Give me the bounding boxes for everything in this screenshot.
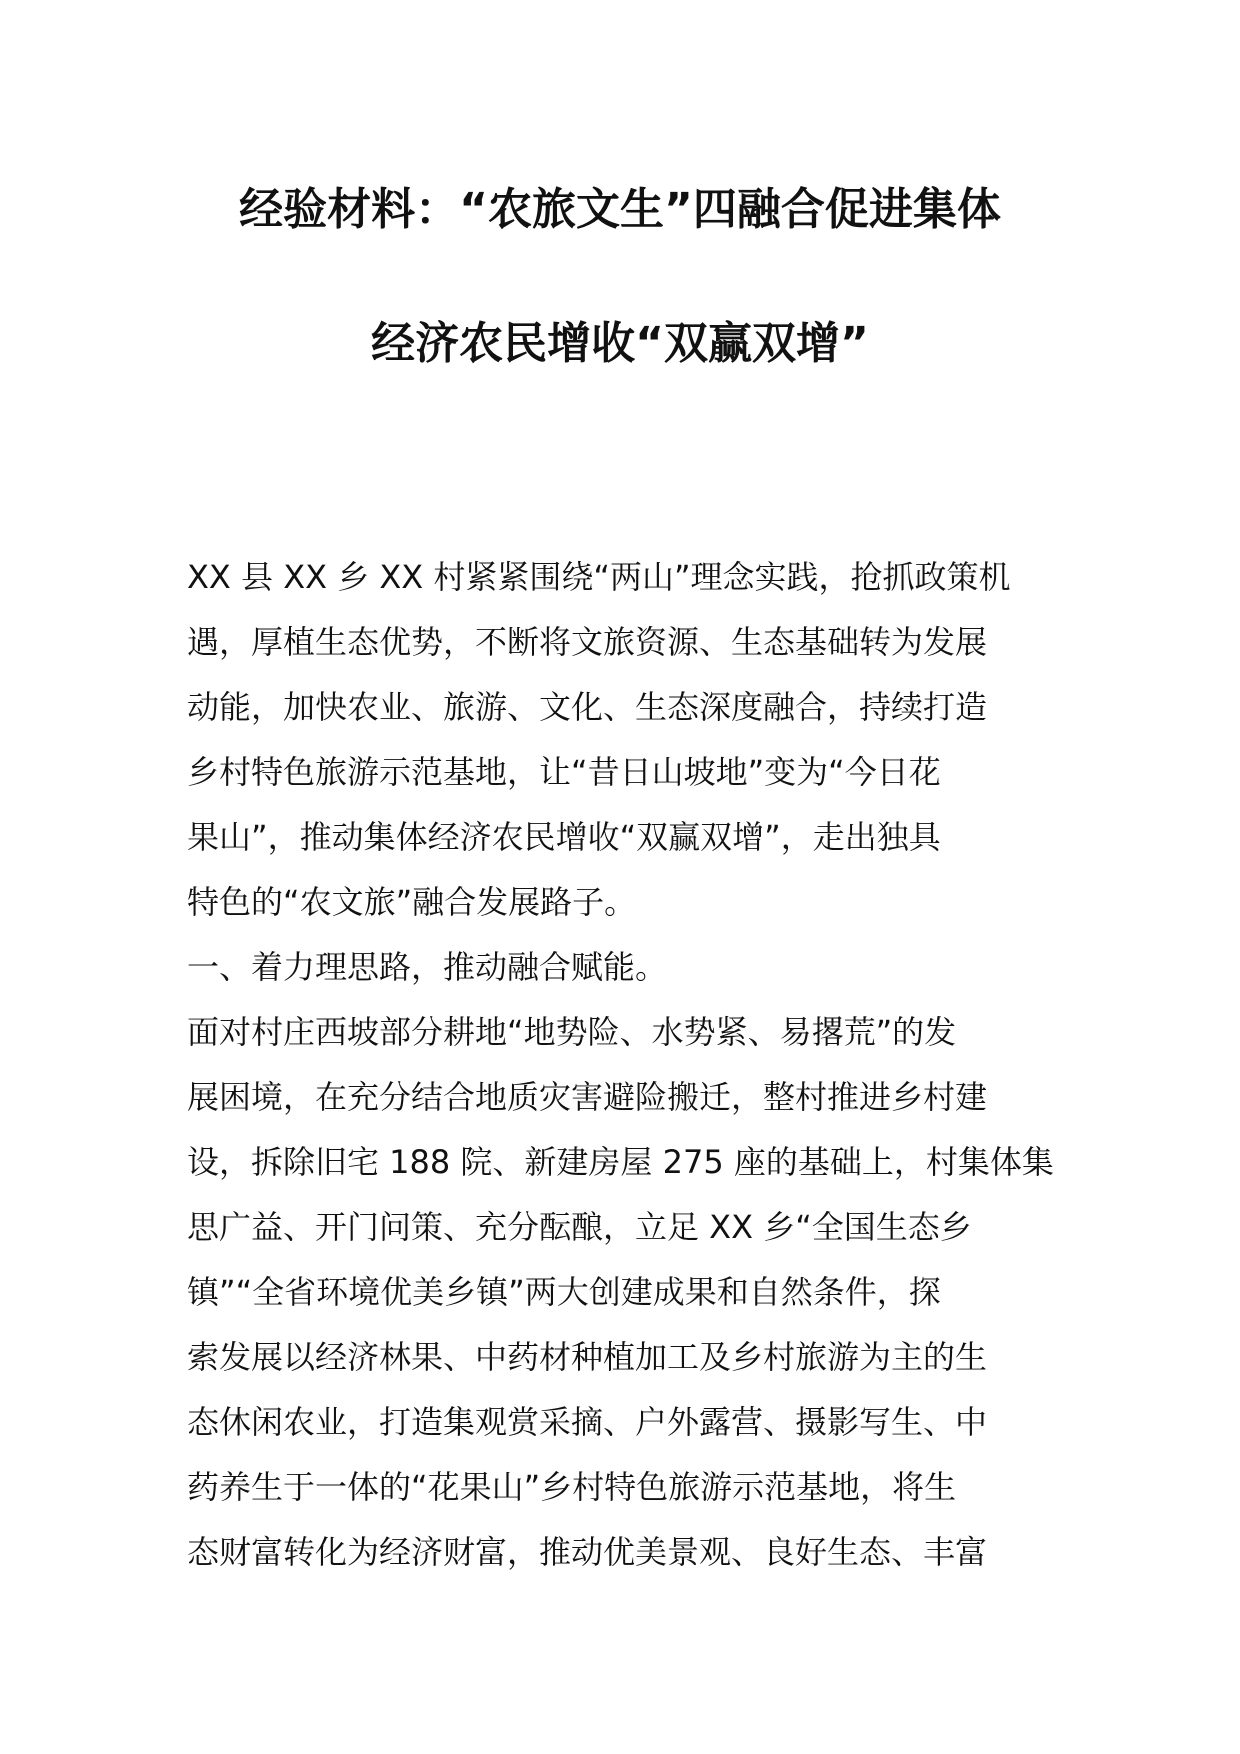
title-line-2: 经济农民增收“双赢双增” [371, 318, 869, 369]
section-heading-1: 一、着力理思路，推动融合赋能。 [187, 948, 668, 986]
body-line-1: XX 县 XX 乡 XX 村紧紧围绕“两山”理念实践，抢抓政策机 [187, 558, 1011, 596]
body-line-10: 设，拆除旧宅 188 院、新建房屋 275 座的基础上，村集体集 [187, 1143, 1054, 1181]
body-line-2: 遇，厚植生态优势，不断将文旅资源、生态基础转为发展 [187, 623, 988, 661]
body-line-9: 展困境，在充分结合地质灾害避险搬迁，整村推进乡村建 [187, 1078, 988, 1116]
body-line-11: 思广益、开门问策、充分酝酿，立足 XX 乡“全国生态乡 [187, 1208, 972, 1246]
body-line-3: 动能，加快农业、旅游、文化、生态深度融合，持续打造 [187, 688, 988, 726]
body-line-15: 药养生于一体的“花果山”乡村特色旅游示范基地，将生 [187, 1468, 957, 1506]
title-line-1: 经验材料：“农旅文生”四融合促进集体 [239, 184, 1001, 235]
document-body [187, 545, 1055, 1585]
body-line-5: 果山”，推动集体经济农民增收“双赢双增”，走出独具 [187, 818, 941, 856]
body-line-16: 态财富转化为经济财富，推动优美景观、良好生态、丰富 [187, 1533, 988, 1571]
body-line-12: 镇”“全省环境优美乡镇”两大创建成果和自然条件，探 [187, 1273, 941, 1311]
body-line-4: 乡村特色旅游示范基地，让“昔日山坡地”变为“今日花 [187, 753, 941, 791]
body-line-13: 索发展以经济林果、中药材种植加工及乡村旅游为主的生 [187, 1338, 988, 1376]
body-line-8: 面对村庄西坡部分耕地“地势险、水势紧、易撂荒”的发 [187, 1013, 957, 1051]
document-title [150, 180, 1090, 374]
body-line-14: 态休闲农业，打造集观赏采摘、户外露营、摄影写生、中 [187, 1403, 988, 1441]
body-line-6: 特色的“农文旅”融合发展路子。 [187, 883, 637, 921]
